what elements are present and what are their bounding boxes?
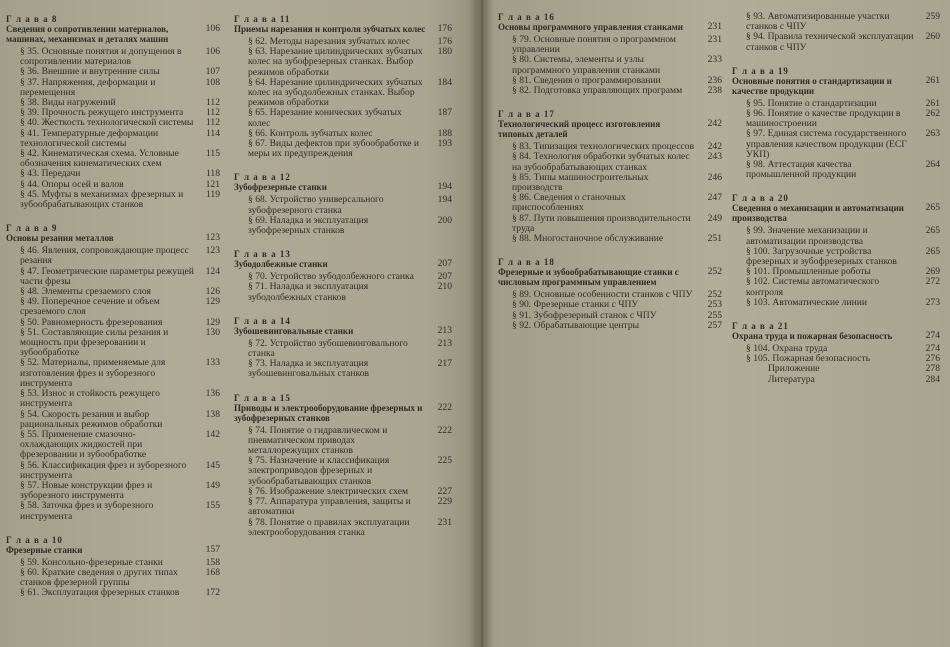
- section-entry: [248, 518, 452, 538]
- entry-text: § 75. Назначение и классификация электроприводов фрезерных и зубообрабатывающих станков: [248, 455, 390, 487]
- page-number: 207: [437, 258, 452, 270]
- entry-text: § 65. Нарезание конических зубчатых колес: [248, 107, 402, 129]
- page-number: 246: [707, 171, 722, 183]
- page-number: 247: [707, 192, 722, 204]
- section-entry: [248, 339, 452, 359]
- chapter-title: [234, 326, 452, 336]
- entry-text: § 78. Понятие о правилах эксплуатации электрооборудования станка: [248, 516, 410, 538]
- page-number: 227: [437, 485, 452, 497]
- entry-text: § 42. Кинематическая схема. Условные обозначения кинематических схем: [20, 148, 179, 170]
- page-number: 265: [925, 225, 940, 237]
- section-entry: [20, 129, 220, 149]
- page-number: 252: [707, 266, 722, 278]
- page-number: 145: [205, 459, 220, 471]
- section-entry: [248, 497, 452, 517]
- left-page-column-2: [234, 14, 452, 538]
- chapter-title: [732, 76, 940, 96]
- entry-text: § 56. Классификация фрез и зуборезного инструмента: [20, 459, 187, 481]
- page-number: 249: [707, 212, 722, 224]
- chapter-title-text: Охрана труда и пожарная безопасность: [732, 331, 893, 342]
- page-number: 222: [437, 424, 452, 436]
- page-number: 172: [205, 587, 220, 599]
- page-number: 142: [205, 428, 220, 440]
- page-number: 126: [205, 286, 220, 298]
- entry-text: § 59. Консольно-фрезерные станки: [20, 556, 163, 568]
- entry-text: § 62. Методы нарезания зубчатых колес: [248, 36, 411, 47]
- left-page-column-1: [6, 14, 220, 599]
- section-entry: [512, 55, 722, 75]
- page-number: 207: [437, 271, 452, 283]
- entry-text: § 68. Устройство универсального зубофрезерного станка: [248, 194, 384, 216]
- section-entry: [20, 588, 220, 598]
- page-number: 124: [205, 265, 220, 277]
- entry-text: § 48. Элементы срезаемого слоя: [20, 286, 151, 298]
- page-number: 106: [205, 23, 220, 34]
- entry-text: § 80. Системы, элементы и узлы программного управления станками: [512, 54, 661, 76]
- entry-text: § 82. Подготовка управляющих программ: [512, 85, 683, 97]
- page-number: 273: [925, 296, 940, 308]
- page-number: 265: [925, 245, 940, 257]
- section-entry: [746, 109, 940, 129]
- page-number: 222: [437, 401, 452, 413]
- page-number: 231: [707, 34, 722, 45]
- section-entry: [20, 78, 220, 98]
- entry-text: § 53. Износ и стойкость режущего инструмента: [20, 388, 160, 410]
- section-entry: [20, 389, 220, 409]
- entry-text: § 44. Опоры осей и валов: [20, 178, 124, 190]
- section-entry: [248, 108, 452, 128]
- page-number: 274: [925, 343, 940, 355]
- entry-text: § 99. Значение механизации и автоматизации производства: [746, 225, 868, 247]
- page-number: 194: [437, 194, 452, 206]
- section-entry: [20, 190, 220, 210]
- chapter-title-text: Основные понятия о стандартизации и качестве продукции: [732, 75, 892, 96]
- section-entry: [20, 568, 220, 588]
- entry-text: § 43. Передачи: [20, 168, 81, 180]
- chapter-title: [234, 403, 452, 423]
- entry-text: § 69. Наладка и эксплуатация зубофрезерных станков: [248, 214, 369, 237]
- page-number: 114: [205, 127, 220, 139]
- page-number: 188: [437, 127, 452, 139]
- entry-text: § 86. Сведения о станочных приспособлениях: [512, 192, 626, 214]
- page-number: 130: [205, 326, 220, 338]
- entry-text: § 45. Муфты в механизмах фрезерных и зубообрабатывающих станков: [20, 188, 184, 211]
- chapter-title-text: Зубодолбежные станки: [234, 259, 328, 270]
- chapter-label: Г л а в а 10: [6, 534, 63, 545]
- entry-text: § 94. Правила технической эксплуатации станков с ЧПУ: [746, 31, 914, 53]
- chapter-title: [498, 267, 722, 287]
- entry-text: § 90. Фрезерные станки с ЧПУ: [512, 299, 639, 311]
- section-entry: [746, 298, 940, 308]
- page-number: 108: [205, 76, 220, 88]
- entry-text: § 70. Устройство зубодолбежного станка: [248, 271, 414, 283]
- section-entry: [248, 359, 452, 379]
- chapter-title-text: Фрезерные станки: [6, 544, 83, 555]
- page-number: 136: [205, 388, 220, 400]
- page-number: 129: [205, 296, 220, 308]
- page-number: 261: [925, 74, 940, 86]
- page-number: 255: [707, 309, 722, 321]
- entry-text: § 105. Пожарная безопасность: [746, 353, 871, 365]
- section-entry: [20, 430, 220, 461]
- page-number: 217: [437, 358, 452, 370]
- section-entry: [512, 193, 722, 213]
- chapter-label: Г л а в а 18: [498, 257, 555, 268]
- entry-text: § 57. Новые конструкции фрез и зуборезного инструмента: [20, 479, 153, 502]
- page-number: 107: [205, 66, 220, 78]
- entry-text: § 81. Сведения о программировании: [512, 74, 661, 86]
- entry-text: § 76. Изображение электрических схем: [248, 485, 409, 497]
- entry-text: § 84. Технология обработки зубчатых колес на зубообрабатывающих станках: [512, 151, 690, 173]
- page-number: 242: [707, 141, 722, 153]
- section-entry: [512, 321, 722, 331]
- page-number: 184: [437, 76, 452, 88]
- chapter-title-text: Приводы и электрооборудование фрезерных и зубофрезерных станков: [234, 402, 423, 423]
- page-number: 259: [925, 11, 940, 22]
- chapter-title-text: Основы резания металлов: [6, 233, 114, 244]
- page-number: 233: [707, 54, 722, 66]
- chapter-label: Г л а в а 8: [6, 14, 58, 24]
- entry-text: § 46. Явления, сопровождающие процесс резания: [20, 245, 189, 267]
- page-number: 231: [707, 21, 722, 32]
- section-entry: [746, 247, 940, 267]
- entry-text: § 38. Виды нагружений: [20, 97, 116, 109]
- chapter-label: Г л а в а 16: [498, 12, 555, 22]
- section-entry: [512, 173, 722, 193]
- page-number: 252: [707, 289, 722, 301]
- chapter-label: Г л а в а 11: [234, 14, 291, 24]
- chapter-title: [6, 545, 220, 555]
- page-number: 253: [707, 299, 722, 311]
- chapter-title-text: Фрезерные и зубообрабатывающие станки с числовым программным управлением: [498, 267, 679, 288]
- chapter-title-text: Сведения о механизации и автоматизации производства: [732, 203, 904, 224]
- entry-text: § 72. Устройство зубошевинговального станка: [248, 337, 408, 360]
- entry-text: § 50. Равномерность фрезерования: [20, 316, 163, 328]
- entry-text: § 101. Промышленные роботы: [746, 266, 871, 278]
- chapter-label: Г л а в а 20: [732, 193, 789, 204]
- chapter-title-text: Зубошевинговальные станки: [234, 325, 354, 336]
- chapter-title: [234, 259, 452, 269]
- chapter-title: [6, 233, 220, 243]
- section-entry: [746, 32, 940, 52]
- section-entry: [20, 410, 220, 430]
- entry-text: § 100. Загрузочные устройства фрезерных и зубофрезерных станков: [746, 245, 897, 268]
- entry-text: § 73. Наладка и эксплуатация зубошевинговальных станков: [248, 358, 370, 380]
- entry-text: § 77. Аппаратура управления, защиты и автоматики: [248, 496, 411, 518]
- entry-text: § 93. Автоматизированные участки станков с ЧПУ: [746, 11, 890, 33]
- entry-text: § 64. Нарезание цилиндрических зубчатых колес на зубодолбежных станках. Выбор режимов обработки: [248, 76, 423, 109]
- section-entry: [512, 152, 722, 172]
- page-number: 265: [925, 202, 940, 214]
- section-entry: [20, 246, 220, 266]
- page-number: 157: [205, 543, 220, 555]
- page-number: 257: [707, 319, 722, 331]
- page-number: 278: [925, 363, 940, 375]
- chapter-label: Г л а в а 13: [234, 249, 291, 260]
- section-entry: [248, 47, 452, 78]
- entry-text: § 88. Многостаночное обслуживание: [512, 233, 664, 245]
- chapter-title-text: Технологический процесс изготовления типовых деталей: [498, 119, 661, 140]
- section-entry: [248, 195, 452, 215]
- page-number: 238: [707, 85, 722, 97]
- right-page-column-1: [498, 12, 722, 331]
- section-entry: [248, 456, 452, 487]
- section-entry: [512, 234, 722, 244]
- entry-text: § 74. Понятие о гидравлическом и пневматическом приводах металлорежущих станков: [248, 424, 388, 457]
- chapter-label: Г л а в а 15: [234, 392, 291, 403]
- section-entry: [248, 282, 452, 302]
- section-entry: [512, 35, 722, 55]
- section-entry: [746, 226, 940, 246]
- entry-text: § 96. Понятие о качестве продукции в машиностроении: [746, 108, 901, 130]
- section-entry: [512, 214, 722, 234]
- entry-text: § 104. Охрана труда: [746, 343, 828, 355]
- page-number: 194: [437, 181, 452, 193]
- entry-text: § 83. Типизация технологических процессов: [512, 141, 695, 153]
- section-entry: [746, 129, 940, 160]
- section-entry: [20, 47, 220, 67]
- page-number: 276: [925, 353, 940, 365]
- page-number: 187: [437, 107, 452, 119]
- entry-text: § 67. Виды дефектов при зубообработке и меры их предупреждения: [248, 138, 419, 160]
- page-number: 262: [925, 108, 940, 120]
- entry-text: § 40. Жесткость технологической системы: [20, 117, 194, 129]
- entry-text: § 79. Основные понятия о программном управлении: [512, 34, 676, 56]
- entry-text: § 35. Основные понятия и допущения в сопротивлении материалов: [20, 46, 182, 68]
- page-number: 118: [205, 168, 220, 180]
- section-entry: [20, 328, 220, 359]
- page-number: 274: [925, 330, 940, 342]
- entry-text: § 51. Составляющие силы резания и мощность при фрезеровании и зубообработке: [20, 326, 169, 359]
- entry-text: § 91. Зубофрезерный станок с ЧПУ: [512, 309, 657, 321]
- page-number: 158: [205, 556, 220, 568]
- entry-text: § 41. Температурные деформации технологической системы: [20, 127, 159, 149]
- chapter-title: [6, 24, 220, 44]
- page-number: 251: [707, 233, 722, 245]
- entry-text: § 97. Единая система государственного управления качеством продукции (ЕСГ УКП): [746, 128, 907, 160]
- page-number: 138: [205, 408, 220, 420]
- page-number: 225: [437, 455, 452, 467]
- page-number: 242: [707, 118, 722, 130]
- chapter-label: Г л а в а 21: [732, 321, 789, 332]
- section-entry: [20, 481, 220, 501]
- page-number: 236: [707, 74, 722, 86]
- section-entry: [248, 78, 452, 109]
- page-number: 176: [437, 36, 452, 47]
- chapter-title-text: Зубофрезерные станки: [234, 182, 327, 193]
- right-page-column-2: [732, 12, 940, 385]
- section-entry: [20, 358, 220, 389]
- page-number: 284: [925, 373, 940, 385]
- entry-text: § 47. Геометрические параметры режущей части фрезы: [20, 265, 194, 287]
- page-number: 112: [205, 117, 220, 129]
- page-number: 112: [205, 107, 220, 119]
- section-entry: [746, 277, 940, 297]
- page-number: 115: [205, 148, 220, 160]
- section-entry: [20, 461, 220, 481]
- page-number: 133: [205, 357, 220, 369]
- entry-text: § 37. Напряжения, деформации и перемещения: [20, 76, 156, 98]
- page-number: 229: [437, 496, 452, 508]
- entry-text: § 55. Применение смазочно-охлаждающих жидкостей при фрезеровании и зубообработке: [20, 428, 147, 461]
- chapter-title-text: Основы программного управления станками: [498, 22, 683, 32]
- entry-text: § 52. Материалы, применяемые для изготовления фрез и зуборезного инструмента: [20, 357, 166, 389]
- page-number: 269: [925, 266, 940, 278]
- entry-text: § 92. Обрабатывающие центры: [512, 319, 640, 331]
- entry-text: § 87. Пути повышения производительности труда: [512, 212, 691, 234]
- page-number: 210: [437, 281, 452, 293]
- page-number: 231: [437, 516, 452, 528]
- chapter-title-text: Сведения о сопротивлении материалов, машинах, механизмах и деталях машин: [6, 24, 169, 44]
- chapter-title: [732, 331, 940, 341]
- section-entry: [20, 267, 220, 287]
- section-entry: [20, 297, 220, 317]
- section-entry: [248, 216, 452, 236]
- entry-text: § 98. Аттестация качества промышленной продукции: [746, 159, 857, 181]
- page-number: 213: [437, 324, 452, 336]
- section-entry: [248, 426, 452, 457]
- page-number: 129: [205, 316, 220, 328]
- chapter-title: [732, 203, 940, 223]
- entry-text: § 85. Типы машиностроительных производств: [512, 171, 649, 194]
- section-entry: [746, 12, 940, 32]
- page-number: 123: [205, 232, 220, 244]
- page-number: 243: [707, 151, 722, 163]
- entry-text: § 54. Скорость резания и выбор рациональных режимов обработки: [20, 408, 163, 430]
- page-number: 121: [205, 178, 220, 190]
- entry-text: § 60. Краткие сведения о других типах станков фрезерной группы: [20, 566, 178, 589]
- entry-text: § 39. Прочность режущего инструмента: [20, 107, 184, 119]
- page-number: 176: [437, 23, 452, 34]
- chapter-label: Г л а в а 9: [6, 223, 58, 234]
- entry-text: Литература: [768, 373, 815, 385]
- page-number: 180: [437, 46, 452, 58]
- page-number: 168: [205, 566, 220, 578]
- section-entry: [248, 139, 452, 159]
- entry-text: § 71. Наладка и эксплуатация зубодолбежных станков: [248, 281, 369, 303]
- page-number: 200: [437, 214, 452, 226]
- right-page: [484, 0, 950, 647]
- page-number: 193: [437, 138, 452, 150]
- page-number: 123: [205, 245, 220, 257]
- page-number: 272: [925, 276, 940, 288]
- chapter-title: [498, 119, 722, 139]
- chapter-label: Г л а в а 14: [234, 315, 291, 326]
- entry-text: Приложение: [768, 363, 820, 375]
- page-number: 106: [205, 46, 220, 57]
- page-number: 261: [925, 97, 940, 109]
- page-number: 263: [925, 128, 940, 140]
- page-number: 119: [205, 188, 220, 200]
- chapter-title: [498, 22, 722, 32]
- chapter-label: Г л а в а 17: [498, 109, 555, 120]
- chapter-label: Г л а в а 19: [732, 65, 789, 76]
- entry-text: § 61. Эксплуатация фрезерных станков: [20, 587, 180, 599]
- entry-text: § 36. Внешние и внутренние силы: [20, 66, 160, 78]
- entry-text: § 89. Основные особенности станков с ЧПУ: [512, 289, 693, 301]
- chapter-title: [234, 24, 452, 34]
- section-entry: [20, 149, 220, 169]
- chapter-label: Г л а в а 12: [234, 172, 291, 183]
- section-entry: [20, 501, 220, 521]
- entry-text: § 102. Системы автоматического контроля: [746, 276, 880, 298]
- entry-text: § 58. Заточка фрез и зуборезного инструмента: [20, 500, 154, 522]
- chapter-title-text: Приемы нарезания и контроля зубчатых колес: [234, 24, 426, 34]
- section-entry: [746, 160, 940, 180]
- toc-entry: [768, 375, 940, 385]
- entry-text: § 103. Автоматические линии: [746, 296, 867, 308]
- entry-text: § 49. Поперечное сечение и объем срезаемого слоя: [20, 296, 160, 318]
- page-number: 264: [925, 159, 940, 171]
- page-number: 155: [205, 500, 220, 512]
- page-number: 112: [205, 97, 220, 109]
- entry-text: § 95. Понятие о стандартизации: [746, 97, 877, 109]
- chapter-title: [234, 182, 452, 192]
- section-entry: [512, 86, 722, 96]
- page-number: 213: [437, 337, 452, 349]
- page-number: 149: [205, 479, 220, 491]
- entry-text: § 63. Нарезание цилиндрических зубчатых колес на зубофрезерных станках. Выбор режимов обработки: [248, 46, 423, 78]
- entry-text: § 66. Контроль зубчатых колес: [248, 127, 373, 139]
- page-number: 260: [925, 31, 940, 43]
